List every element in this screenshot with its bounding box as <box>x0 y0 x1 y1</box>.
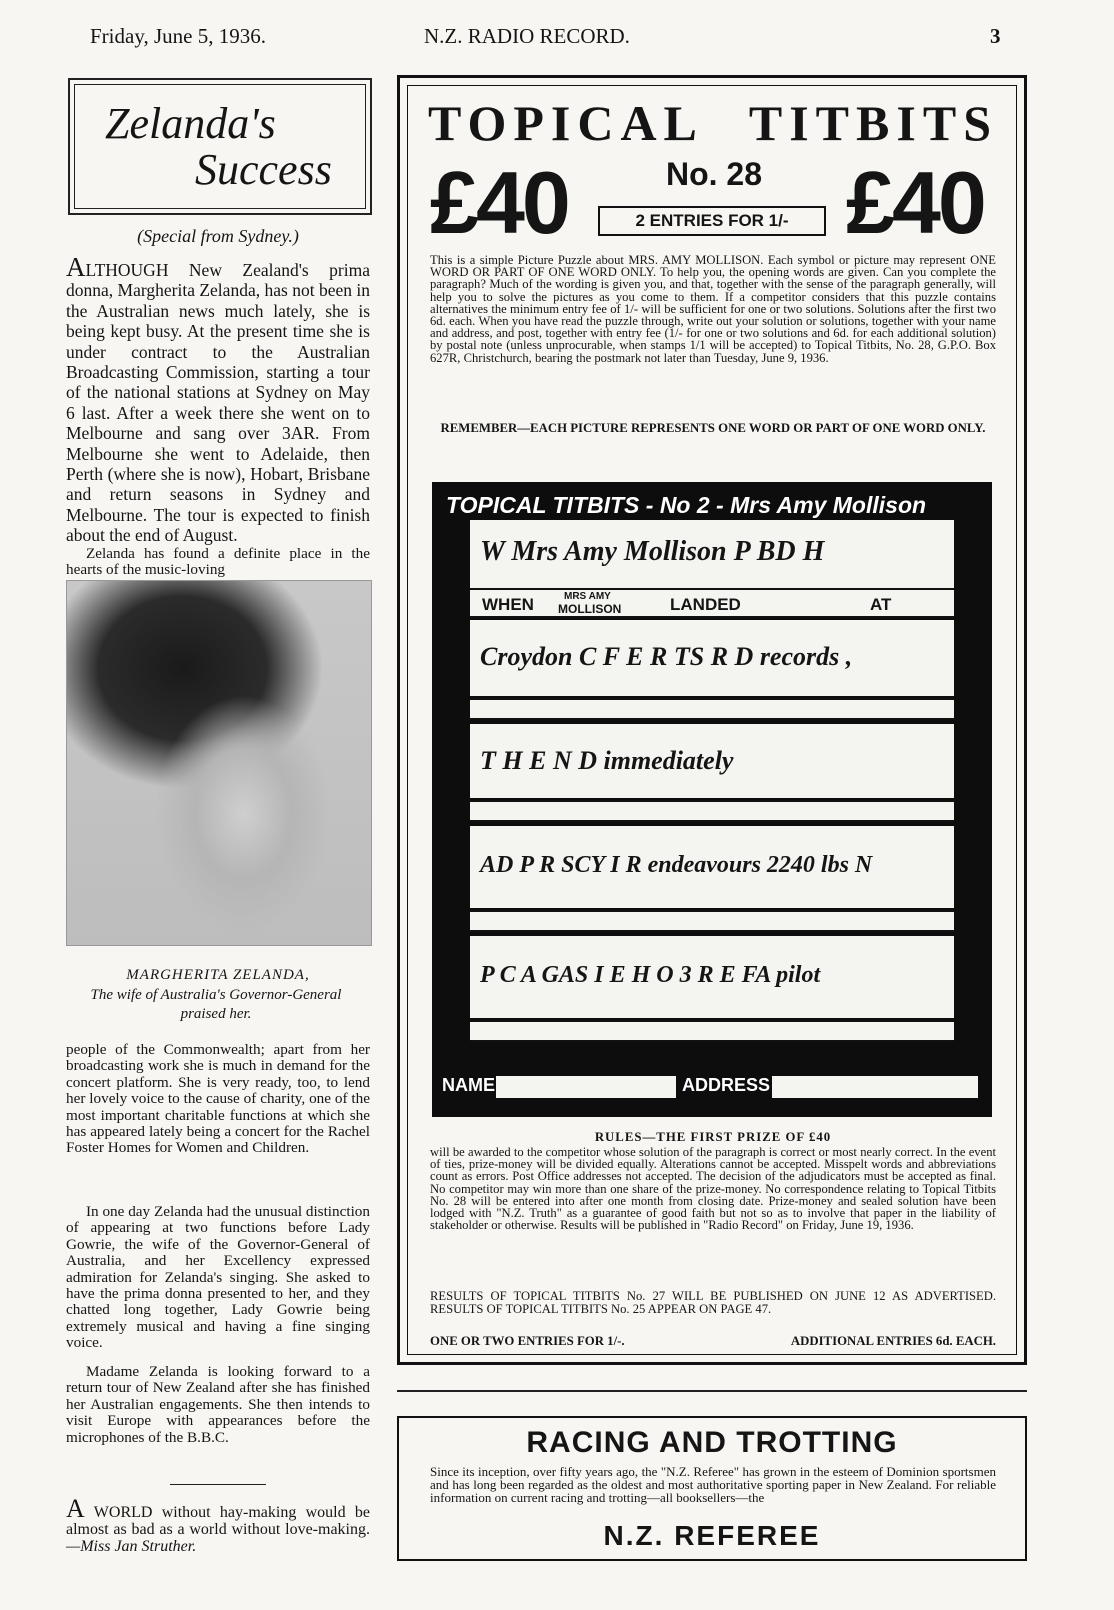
puzzle-row-2-symbols: Croydon C F E R TS R D records , <box>480 642 853 671</box>
puzzle-row-3-symbols: T H E N D immediately <box>480 746 734 775</box>
label-when: WHEN <box>482 595 534 614</box>
puzzle-row-1-symbols: W Mrs Amy Mollison P BD H <box>480 536 825 567</box>
label-mollison: MOLLISON <box>558 602 622 616</box>
ad-footer <box>430 1334 996 1349</box>
puzzle-blank-strip-4 <box>470 1020 954 1042</box>
ad-instructions: This is a simple Picture Puzzle about MRS. AMY MOLLISON. Each symbol or picture may represent ONE WORD OR PART OF ONE WORD ONLY. To help you, the opening words are given. Can you complete the paragraph? Much of the wording is given you, and that, together with the sense of the paragraph generally, will help you to solve the pictures as you come to them. If a competitor considers that this puzzle contains alternatives the minimum entry fee of 1/- will be sufficient for one or two solutions. Solutions after the first two 6d. each. When you have read the puzzle through, write out your solution or solutions, together with your name and address, and post, together with entry fee (1/- for one or two solutions and 6d. for each additional solution) by postal note (unless unprocurable, when stamps 1/1 will be accepted) to Topical Titbits, No. 28, G.P.O. Box 627R, Christchurch, bearing the postmark not later than Tuesday, June 9, 1936. <box>430 253 996 365</box>
quote-author: —Miss Jan Struther. <box>66 1538 197 1555</box>
ad-title-left: TOPICAL <box>428 95 704 151</box>
puzzle-row-2 <box>470 620 954 696</box>
issue-date: Friday, June 5, 1936. <box>90 24 266 48</box>
puzzle-heading: TOPICAL TITBITS - No 2 - Mrs Amy Mollison <box>446 492 927 518</box>
article-title-box <box>68 78 372 215</box>
label-landed: LANDED <box>670 595 741 614</box>
rules-heading: RULES—THE FIRST PRIZE OF £40 <box>594 1130 832 1144</box>
quote-text: WORLD without hay-making would be almost as bad as a world without love-making. <box>66 1504 370 1538</box>
puzzle-blank-strip-3 <box>470 910 954 932</box>
label-at: AT <box>870 595 892 614</box>
article-paragraph-4: Madame Zelanda is looking forward to a return tour of New Zealand after she has finished her Australian engagements. She then intends to visit Europe with appearances before the microphones of the B.B.C. <box>66 1363 370 1446</box>
photo-caption-text: The wife of Australia's Governor-General praised her. <box>90 987 342 1022</box>
address-field[interactable] <box>772 1076 978 1098</box>
ad-title <box>428 96 998 150</box>
entry-form <box>438 1072 986 1102</box>
label-mrs-amy: MRS AMY <box>564 591 611 602</box>
publication-name: N.Z. RADIO RECORD. <box>424 24 630 48</box>
puzzle-blank-strip-1 <box>470 698 954 720</box>
puzzle-label-strip <box>470 588 954 618</box>
page-number: 3 <box>990 24 1001 48</box>
entries-price-footer: ONE OR TWO ENTRIES FOR 1/-. <box>430 1334 625 1348</box>
entries-price-box: 2 ENTRIES FOR 1/- <box>598 206 826 236</box>
ad-reminder: REMEMBER—EACH PICTURE REPRESENTS ONE WORD OR PART OF ONE WORD ONLY. <box>440 421 986 435</box>
prize-amount-right: £40 <box>846 153 984 252</box>
puzzle-row-5 <box>470 936 954 1018</box>
results-notice: RESULTS OF TOPICAL TITBITS No. 27 WILL BE PUBLISHED ON JUNE 12 AS ADVERTISED. RESULTS OF TOPICAL TITBITS No. 25 APPEAR ON PAGE 47. <box>430 1289 996 1316</box>
article-paragraph-2-cont: people of the Commonwealth; apart from her broadcasting work she is much in demand for the concert platform. She is very ready, too, to lend her lovely voice to the cause of charity, one of the most important charitable functions at which she has appeared lately being a concert for the Rachel Foster Homes for Women and Children. <box>66 1041 370 1157</box>
closing-quote <box>66 1494 370 1555</box>
racing-ad-title: RACING AND TROTTING <box>526 1426 898 1459</box>
puzzle-blank-strip-2 <box>470 800 954 822</box>
referee-name: N.Z. REFEREE <box>603 1520 821 1551</box>
article-title-line2: Success <box>195 145 332 194</box>
article-paragraph-2-start: Zelanda has found a definite place in the hearts of the music-loving <box>66 545 370 579</box>
section-divider <box>397 1390 1027 1392</box>
prize-amount-left: £40 <box>430 153 568 252</box>
article-paragraph-1 <box>66 252 370 546</box>
puzzle-row-1 <box>470 520 954 590</box>
article-divider <box>170 1484 266 1485</box>
photo-caption-name: MARGHERITA ZELANDA, <box>126 967 310 983</box>
name-label: NAME <box>442 1075 495 1095</box>
article-title-line1: Zelanda's <box>105 99 276 148</box>
competition-number: No. 28 <box>665 156 763 192</box>
puzzle-row-4-symbols: AD P R SCY I R endeavours 2240 lbs N <box>480 852 873 878</box>
puzzle-row-3 <box>470 724 954 798</box>
ad-title-right: TITBITS <box>748 95 998 151</box>
racing-ad-body: Since its inception, over fifty years ago, the "N.Z. Referee" has grown in the esteem of Dominion sportsmen and has long been regarded as the oldest and most authoritative sporting paper in New Zealand. For reliable information on current racing and trotting—all booksellers—the <box>430 1464 996 1505</box>
drop-cap: A <box>66 252 86 282</box>
address-label: ADDRESS <box>682 1075 771 1095</box>
rules-text: will be awarded to the competitor whose solution of the paragraph is correct or most nearly correct. In the event of ties, prize-money will be divided equally. Alterations cannot be accepted. Misspelt words and abbreviations count as errors. Post Office addresses not accepted. The decision of the adjudicators must be accepted as final. No competitor may win more than one share of the prize-money. No correspondence relating to Topical Titbits No. 28 will be entered into after one month from closing date. Prize-money and sealed solution have been lodged with "N.Z. Truth" as a guarantee of good faith but not so as to involve that paper in the liability of stakeholder or otherwise. Results will be published in "Radio Record" on Friday, June 19, 1936. <box>430 1145 996 1233</box>
additional-entries-footer: ADDITIONAL ENTRIES 6d. EACH. <box>790 1334 996 1348</box>
portrait-photo <box>66 580 372 946</box>
puzzle-row-5-symbols: P C A GAS I E H O 3 R E FA pilot <box>480 962 821 988</box>
picture-puzzle <box>432 482 992 1117</box>
name-field[interactable] <box>496 1076 676 1098</box>
article-byline: (Special from Sydney.) <box>137 226 299 246</box>
paragraph-1-text: LTHOUGH New Zealand's prima donna, Margherita Zelanda, has not been in the Australian news much lately, she is being kept busy. At the present time she is under contract to the Australian Broadcasting Commission, starting a tour of the national stations at Sydney on May 6 last. After a week there she went on to Melbourne and sang over 3AR. From Melbourne she went to Adelaide, then Perth (where she is now), Hobart, Brisbane and return seasons in Sydney and Melbourne. The tour is expected to finish about the end of August. <box>66 260 370 546</box>
article-paragraph-3: In one day Zelanda had the unusual distinction of appearing at two functions before Lady Gowrie, the wife of the Governor-General of Australia, and her Excellency expressed admiration for Zelanda's singing. She asked to have the prima donna presented to her, and they chatted long together, Lady Gowrie being extremely musical and having a fine singing voice. <box>66 1203 370 1352</box>
puzzle-row-4 <box>470 826 954 908</box>
quote-cap: A <box>66 1494 85 1523</box>
